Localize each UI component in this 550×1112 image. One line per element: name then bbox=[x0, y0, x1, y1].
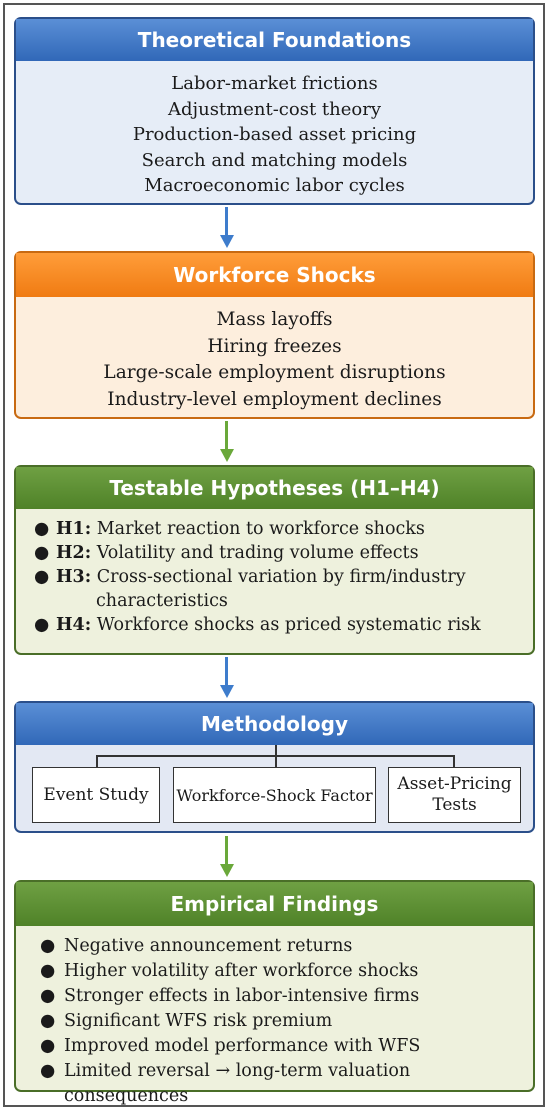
hypothesis-item: ● H2: Volatility and trading volume effects bbox=[34, 543, 419, 563]
methodology-connector bbox=[96, 755, 98, 767]
hypothesis-item: ● H4: Workforce shocks as priced systematic risk bbox=[34, 615, 481, 635]
empirical-findings-title: Empirical Findings bbox=[16, 882, 533, 926]
workforce-shock-factor-box: Workforce-Shock Factor bbox=[173, 767, 376, 823]
shock-item: Large-scale employment disruptions bbox=[103, 362, 446, 383]
event-study-box: Event Study bbox=[32, 767, 160, 823]
hypotheses-title: Testable Hypotheses (H1–H4) bbox=[16, 467, 533, 509]
finding-item: ● Higher volatility after workforce shocks bbox=[40, 961, 419, 981]
finding-item: ● Negative announcement returns bbox=[40, 936, 353, 956]
asset-pricing-tests-box: Asset-Pricing Tests bbox=[388, 767, 521, 823]
shock-item: Hiring freezes bbox=[207, 335, 342, 357]
workforce-shocks-box bbox=[14, 251, 535, 419]
hypothesis-item: ● H3: Cross-sectional variation by firm/industry characteristics bbox=[34, 567, 466, 611]
arrow-down-icon bbox=[220, 207, 234, 249]
theoretical-foundations-title: Theoretical Foundations bbox=[16, 19, 533, 61]
workforce-shocks-title: Workforce Shocks bbox=[16, 253, 533, 297]
shock-item: Industry-level employment declines bbox=[107, 388, 442, 410]
finding-item: ● Limited reversal → long-term valuation consequences bbox=[40, 1061, 411, 1106]
theory-item: Production-based asset pricing bbox=[132, 124, 417, 145]
arrow-down-icon bbox=[220, 421, 234, 463]
methodology-connector bbox=[275, 755, 277, 767]
arrow-down-icon bbox=[220, 836, 234, 878]
shock-item: Mass layoffs bbox=[216, 309, 333, 330]
methodology-box bbox=[14, 701, 535, 833]
arrow-down-icon bbox=[220, 657, 234, 699]
methodology-connector bbox=[275, 745, 277, 755]
theoretical-foundations-box bbox=[14, 17, 535, 205]
methodology-connector bbox=[453, 755, 455, 767]
finding-item: ● Stronger effects in labor-intensive firms bbox=[40, 986, 420, 1006]
methodology-title: Methodology bbox=[16, 703, 533, 745]
empirical-findings-box bbox=[14, 880, 535, 1106]
theory-item: Adjustment-cost theory bbox=[168, 98, 381, 120]
finding-item: ● Improved model performance with WFS bbox=[40, 1036, 421, 1056]
finding-item: ● Significant WFS risk premium bbox=[40, 1011, 333, 1031]
hypothesis-item: ● H1: Market reaction to workforce shocks bbox=[34, 519, 425, 539]
theory-item: Macroeconomic labor cycles bbox=[144, 175, 405, 196]
theory-item: Search and matching models bbox=[141, 149, 408, 171]
hypotheses-box bbox=[14, 465, 535, 655]
theory-item: Labor-market frictions bbox=[171, 73, 378, 94]
